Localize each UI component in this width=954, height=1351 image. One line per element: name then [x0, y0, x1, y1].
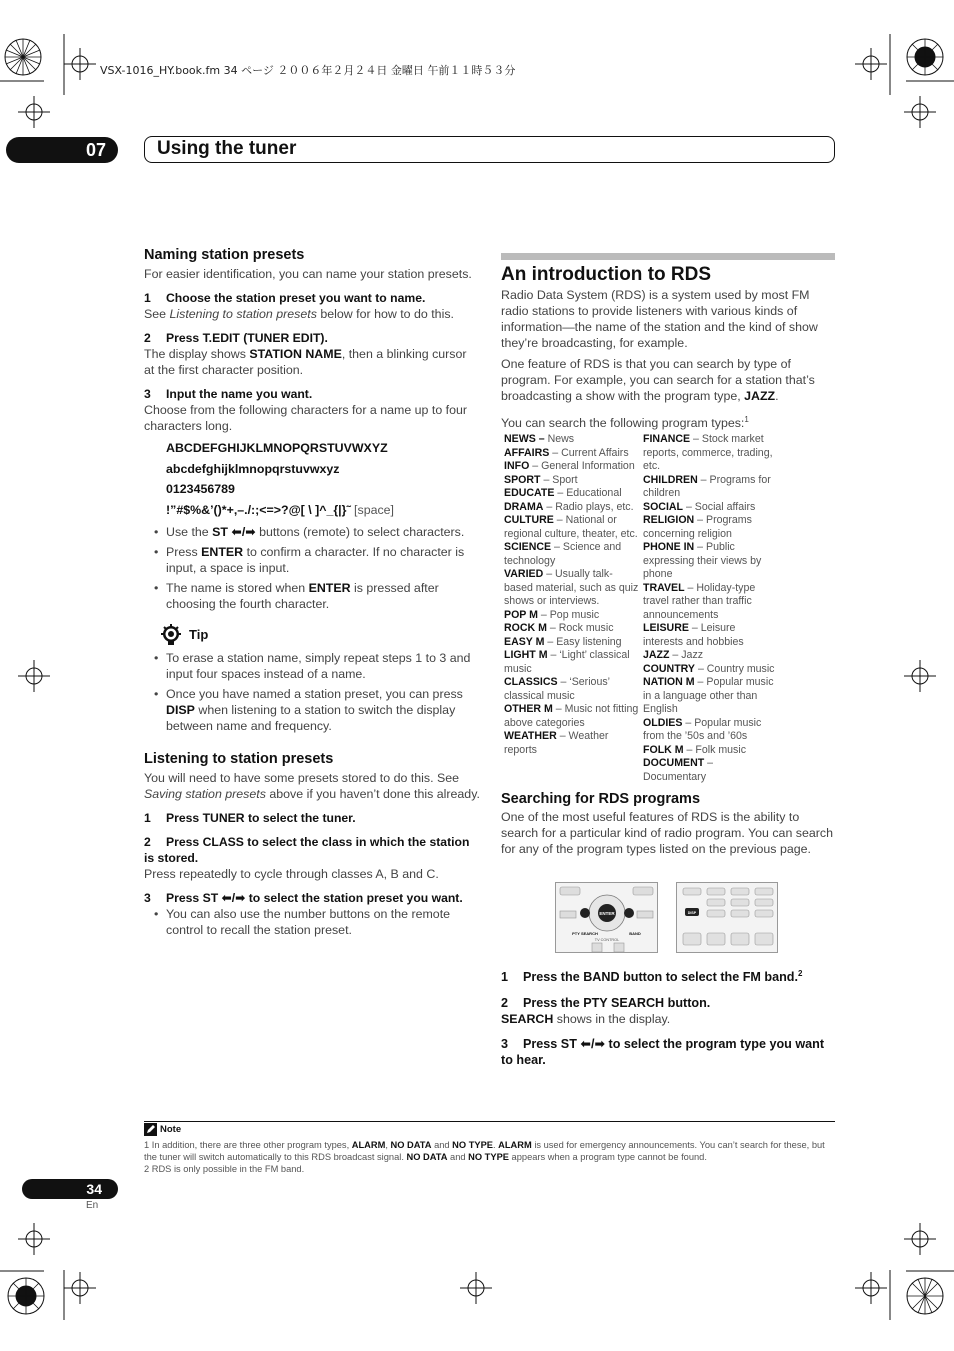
- list-item: • The name is stored when ENTER is pressed after choosing the fourth character.: [144, 580, 480, 612]
- naming-heading: Naming station presets: [144, 247, 305, 263]
- program-type-item: [643, 514, 778, 541]
- chapter-number-badge: 07: [6, 137, 118, 163]
- character-set: [144, 438, 480, 520]
- remote-left-drawing: [556, 883, 657, 952]
- chars-lowercase: abcdefghijklmnopqrstuvwxyz: [166, 461, 340, 476]
- file-info: VSX-1016_HY.book.fm 34 ページ ２００６年２月２４日 金曜日 午前１１時５３分: [100, 64, 516, 77]
- naming-bullets: [144, 524, 480, 612]
- program-type-item: [643, 757, 778, 784]
- program-type-desc: – Country music: [695, 662, 775, 675]
- program-type-code: INFO: [504, 460, 530, 472]
- program-type-desc: – Educational: [554, 487, 622, 499]
- program-type-desc: – Rock music: [546, 622, 614, 634]
- program-type-code: EASY M: [504, 635, 545, 648]
- rds-heading: An introduction to RDS: [501, 264, 712, 285]
- program-type-desc: – Pop music: [537, 608, 600, 621]
- program-type-code: NEWS –: [504, 433, 545, 445]
- program-type-desc: – Jazz: [669, 649, 704, 661]
- program-type-code: ROCK M: [504, 622, 547, 634]
- program-type-code: OTHER M: [504, 703, 553, 715]
- program-types-left: [504, 433, 640, 757]
- remote-illustration-right: [676, 882, 778, 953]
- program-type-desc: – Folk music: [683, 743, 747, 756]
- program-type-code: DRAMA: [504, 500, 544, 513]
- program-type-desc: – Social affairs: [683, 500, 756, 513]
- program-type-code: WEATHER: [504, 730, 557, 742]
- remote-illustration-left: [555, 882, 658, 953]
- searching-step-2-desc: SEARCH shows in the display.: [501, 1012, 671, 1027]
- program-type-desc: – Popular music in a language other than English: [643, 676, 774, 715]
- program-type-item: [643, 474, 778, 501]
- program-type-item: [643, 541, 778, 582]
- searching-step-2: 2 Press the PTY SEARCH button.: [501, 996, 711, 1011]
- program-type-item: [504, 541, 640, 568]
- naming-step-2: 2 Press T.EDIT (TUNER EDIT).: [144, 331, 328, 345]
- rds-para-2: One feature of RDS is that you can search by type of program. For example, you can search for a station that’s broadcasting a show with the program type, JAZZ.: [501, 357, 815, 403]
- program-type-desc: – Easy listening: [544, 635, 622, 648]
- rds-para-1: Radio Data System (RDS) is a system used by most FM radio stations to provide listeners with various kinds of information—the name of the station and the kind of show they’re broadcasting, for example.: [501, 288, 818, 350]
- naming-step-2-desc: The display shows STATION NAME, then a blinking cursor at the first character position.: [144, 347, 467, 377]
- remote-disp-label: DISP: [687, 911, 697, 915]
- program-type-item: [643, 622, 778, 649]
- chapter-title: Using the tuner: [157, 138, 297, 159]
- tip-box: [144, 624, 480, 734]
- searching-intro: One of the most useful features of RDS is the ability to search for a particular kind of radio program. You can search for any of the program types listed on the previous page.: [501, 810, 833, 856]
- remote-band-label: BAND: [629, 931, 641, 936]
- program-type-item: [504, 636, 640, 650]
- note-item-2: 2 RDS is only possible in the FM band.: [144, 1164, 305, 1174]
- searching-steps: [501, 966, 837, 1068]
- program-type-desc: – Public expressing their views by phone: [643, 541, 762, 580]
- program-type-desc: News: [544, 433, 575, 445]
- program-type-desc: – Music not fitting above categories: [504, 703, 639, 729]
- program-type-desc: – Programs for children: [643, 473, 771, 499]
- program-type-code: PHONE IN: [643, 541, 695, 553]
- note-divider: [144, 1121, 835, 1122]
- program-type-item: [643, 433, 778, 474]
- list-item: • Press ENTER to confirm a character. If no character is input, a space is input.: [144, 544, 480, 576]
- remote-pty-search-label: PTY SEARCH: [572, 931, 598, 936]
- program-type-code: SPORT: [504, 473, 541, 486]
- naming-step-3-desc: Choose from the following characters for a name up to four characters long.: [144, 403, 468, 433]
- program-type-item: [504, 460, 640, 474]
- program-type-item: [504, 622, 640, 636]
- program-type-code: TRAVEL: [643, 581, 685, 594]
- program-type-code: NATION M: [643, 676, 695, 688]
- program-type-item: [504, 609, 640, 623]
- program-type-code: OLDIES: [643, 716, 683, 729]
- program-type-item: [643, 717, 778, 744]
- program-type-code: CLASSICS: [504, 676, 558, 688]
- chars-uppercase: ABCDEFGHIJKLMNOPQRSTUVWXYZ: [166, 441, 388, 455]
- program-type-code: LEISURE: [643, 622, 689, 634]
- program-type-code: DOCUMENT: [643, 757, 705, 769]
- program-type-desc: – ‘Serious’ classical music: [504, 676, 610, 702]
- program-type-desc: – Popular music from the ’50s and ’60s: [643, 716, 762, 742]
- program-type-desc: – Weather reports: [504, 730, 609, 756]
- chars-digits: 0123456789: [166, 482, 235, 496]
- program-type-desc: – Radio plays, etc.: [543, 500, 634, 513]
- naming-step-3: 3 Input the name you want.: [144, 387, 313, 401]
- remote-right-drawing: [677, 883, 777, 952]
- listening-step-2: 2 Press CLASS to select the class in which the station is stored.: [144, 835, 470, 865]
- left-column: [144, 246, 480, 938]
- right-column: [501, 264, 837, 431]
- program-type-item: [504, 649, 640, 676]
- pencil-icon: [144, 1123, 157, 1136]
- program-type-item: [504, 703, 640, 730]
- rds-para-3: You can search the following program types:$^1$: [501, 415, 749, 431]
- note-text: [144, 1139, 839, 1175]
- list-item: • Use the ST ⬅/➡ buttons (remote) to select characters.: [144, 524, 480, 540]
- naming-step-1-desc: See Listening to station presets below for how to do this.: [144, 307, 454, 321]
- searching-heading: Searching for RDS programs: [501, 791, 701, 807]
- list-item: • Once you have named a station preset, you can press DISP when listening to a station to switch the display between name and frequency.: [144, 686, 480, 734]
- tip-label: Tip: [189, 627, 209, 642]
- program-type-code: FINANCE: [643, 433, 691, 445]
- listening-step-3: 3 Press ST ⬅/➡ to select the station preset you want.: [144, 891, 463, 905]
- list-item: • To erase a station name, simply repeat steps 1 to 3 and input four spaces instead of a name.: [144, 650, 480, 682]
- page-number: 34: [22, 1179, 118, 1199]
- chars-symbols: !”#$%&’()*+,–./:;<=>?@[ \ ]^_{|}˜ [space]: [166, 502, 395, 517]
- searching-section: [501, 790, 837, 857]
- program-type-desc: – Current Affairs: [549, 446, 629, 459]
- program-type-item: [504, 514, 640, 541]
- naming-step-1: 1 Choose the station preset you want to name.: [144, 291, 426, 305]
- listening-intro: You will need to have some presets stored to do this. See Saving station presets above if you haven’t done this already.: [144, 771, 480, 801]
- program-type-desc: – General Information: [529, 460, 635, 472]
- program-type-desc: – Documentary: [643, 757, 714, 783]
- searching-step-3: 3 Press ST ⬅/➡ to select the program type you want to hear.: [501, 1037, 825, 1068]
- list-item: • You can also use the number buttons on the remote control to recall the station preset.: [144, 906, 480, 938]
- program-type-item: [504, 676, 640, 703]
- program-type-code: RELIGION: [643, 514, 695, 526]
- program-type-item: [643, 501, 778, 515]
- program-type-desc: – National or regional culture, theater, etc.: [504, 514, 638, 540]
- program-type-item: [643, 676, 778, 717]
- section-divider-bar: [501, 253, 835, 260]
- program-type-code: SCIENCE: [504, 541, 552, 553]
- program-type-desc: – Programs concerning religion: [643, 514, 752, 540]
- program-type-desc: – Science and technology: [504, 541, 622, 567]
- remote-enter-label: ENTER: [599, 911, 615, 916]
- program-type-desc: – Sport: [540, 473, 578, 486]
- program-type-code: EDUCATE: [504, 487, 555, 499]
- language-code: En: [86, 1200, 99, 1211]
- listening-heading: Listening to station presets: [144, 751, 334, 767]
- program-type-item: [643, 663, 778, 677]
- program-type-item: [643, 649, 778, 663]
- note-item-1: 1 In addition, there are three other program types, ALARM, NO DATA and NO TYPE. ALARM is used for emergency announcements. You can’t search for these, but the tuner will switch automatically to this RDS broadcast signal. NO DATA and NO TYPE appears when a program type cannot be found.: [144, 1140, 825, 1162]
- program-type-desc: – ‘Light’ classical music: [504, 649, 630, 675]
- program-type-item: [504, 487, 640, 501]
- searching-step-1: 1 Press the BAND button to select the FM band.$^2$: [501, 969, 803, 985]
- program-type-desc: – Leisure interests and hobbies: [643, 622, 744, 648]
- program-type-code: POP M: [504, 608, 538, 621]
- program-type-code: LIGHT M: [504, 649, 548, 661]
- program-type-item: [504, 568, 640, 609]
- program-type-code: JAZZ: [643, 649, 670, 661]
- program-types-right: [643, 433, 778, 784]
- program-type-code: VARIED: [504, 568, 544, 580]
- program-type-code: FOLK M: [643, 743, 684, 756]
- program-type-code: CHILDREN: [643, 473, 698, 486]
- remote-tv-control-label: TV CONTROL: [594, 938, 620, 942]
- naming-intro: For easier identification, you can name your station presets.: [144, 267, 472, 281]
- program-type-item: [643, 582, 778, 623]
- program-type-code: COUNTRY: [643, 662, 695, 675]
- program-type-desc: – Usually talk-based material, such as quiz shows or interviews.: [504, 568, 639, 607]
- program-type-item: [504, 474, 640, 488]
- lightbulb-icon: [160, 624, 182, 646]
- program-type-item: [504, 730, 640, 757]
- listening-step-1: 1 Press TUNER to select the tuner.: [144, 811, 356, 825]
- program-type-item: [504, 433, 640, 447]
- program-type-desc: – Holiday-type travel rather than traffic announcements: [643, 581, 756, 621]
- program-type-item: [504, 447, 640, 461]
- program-type-desc: – Stock market reports, commerce, trading, etc.: [643, 433, 773, 472]
- program-type-code: SOCIAL: [643, 500, 684, 513]
- program-type-item: [504, 501, 640, 515]
- note-header: [144, 1123, 181, 1136]
- listening-step-2-desc: Press repeatedly to cycle through classes A, B and C.: [144, 867, 439, 881]
- note-label: Note: [160, 1124, 182, 1135]
- program-type-code: CULTURE: [504, 514, 554, 526]
- program-type-code: AFFAIRS: [504, 446, 550, 459]
- program-type-item: [643, 744, 778, 758]
